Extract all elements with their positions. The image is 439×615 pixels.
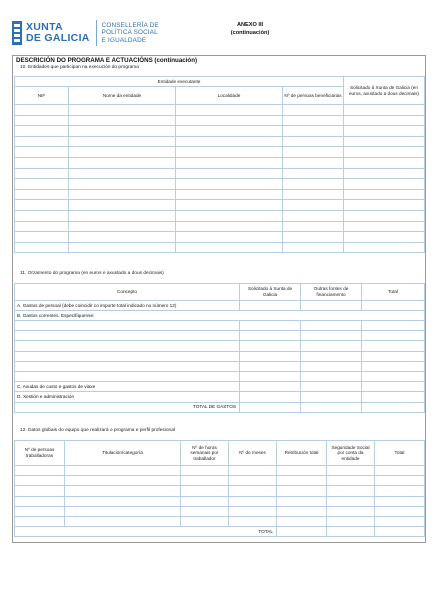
input-cell[interactable] xyxy=(301,331,362,341)
input-cell[interactable] xyxy=(277,466,327,476)
table-row xyxy=(15,189,425,200)
table-row xyxy=(15,506,425,516)
col-months: Nº de meses xyxy=(229,441,277,466)
input-cell[interactable] xyxy=(15,351,240,361)
section11-label: 11. Orzamento do programa (en euros e axustado a dous decimais) xyxy=(20,271,164,276)
row-total-expenses xyxy=(15,402,425,412)
table-row xyxy=(15,221,425,232)
xunta-logo xyxy=(12,20,159,46)
input-cell[interactable] xyxy=(65,506,181,516)
input-cell[interactable] xyxy=(69,232,176,243)
input-cell[interactable] xyxy=(15,136,69,147)
input-cell[interactable] xyxy=(375,466,425,476)
input-cell[interactable] xyxy=(69,147,176,158)
input-cell[interactable] xyxy=(283,157,344,168)
col-staff-count: Nº de persoas traballadoras xyxy=(15,441,65,466)
table-row xyxy=(15,179,425,190)
total-expenses-label: TOTAL DE GASTOS xyxy=(15,402,240,412)
team-table xyxy=(14,440,425,537)
table-row xyxy=(15,341,425,351)
table-row xyxy=(15,496,425,506)
input-cell[interactable] xyxy=(65,476,181,486)
input-cell[interactable] xyxy=(176,200,283,211)
input-cell[interactable] xyxy=(277,496,327,506)
input-cell[interactable] xyxy=(69,210,176,221)
input-cell[interactable] xyxy=(229,476,277,486)
input-cell[interactable] xyxy=(240,392,301,402)
input-cell[interactable] xyxy=(277,516,327,526)
department-name xyxy=(102,22,159,44)
input-cell[interactable] xyxy=(15,221,69,232)
table-row xyxy=(15,242,425,253)
annex-title: ANEXO III xyxy=(236,22,264,28)
input-cell[interactable] xyxy=(15,105,69,116)
input-cell[interactable] xyxy=(69,200,176,211)
input-cell[interactable] xyxy=(69,179,176,190)
logo-divider xyxy=(96,20,97,46)
row-administration xyxy=(15,392,425,402)
row-personnel-label: A. Gastos de persoal (debe coincidir co importe total indicado no número 12) xyxy=(15,301,240,311)
input-cell[interactable] xyxy=(277,506,327,516)
input-cell[interactable] xyxy=(15,200,69,211)
input-cell[interactable] xyxy=(344,179,425,190)
input-cell[interactable] xyxy=(176,105,283,116)
col-weekly-hours: Nº de horas semanais por traballador xyxy=(181,441,229,466)
input-cell[interactable] xyxy=(301,371,362,381)
input-cell[interactable] xyxy=(229,506,277,516)
input-cell[interactable] xyxy=(375,476,425,486)
input-cell[interactable] xyxy=(362,402,425,412)
input-cell[interactable] xyxy=(327,527,375,537)
input-cell[interactable] xyxy=(240,331,301,341)
input-cell[interactable] xyxy=(176,221,283,232)
input-cell[interactable] xyxy=(362,382,425,392)
input-cell[interactable] xyxy=(344,105,425,116)
col-team-total: Total xyxy=(375,441,425,466)
input-cell[interactable] xyxy=(344,232,425,243)
input-cell[interactable] xyxy=(327,476,375,486)
input-cell[interactable] xyxy=(176,242,283,253)
input-cell[interactable] xyxy=(301,341,362,351)
annex-heading xyxy=(220,22,280,37)
input-cell[interactable] xyxy=(344,221,425,232)
table-row xyxy=(15,516,425,526)
dept-line2: POLÍTICA SOCIAL xyxy=(101,29,158,37)
input-cell[interactable] xyxy=(229,496,277,506)
input-cell[interactable] xyxy=(229,516,277,526)
col-beneficiaries: Nº de persoas beneficiarias xyxy=(283,87,344,105)
section12-label: 12. Datos globais do equipo que realizará o programa e perfil profesional xyxy=(20,428,175,433)
input-cell[interactable] xyxy=(15,371,240,381)
col-qualification: Titulación/categoría xyxy=(65,441,181,466)
input-cell[interactable] xyxy=(375,516,425,526)
input-cell[interactable] xyxy=(69,157,176,168)
input-cell[interactable] xyxy=(65,466,181,476)
input-cell[interactable] xyxy=(181,466,229,476)
input-cell[interactable] xyxy=(181,506,229,516)
annex-subtitle: (continuación) xyxy=(230,29,270,36)
input-cell[interactable] xyxy=(283,242,344,253)
input-cell[interactable] xyxy=(176,136,283,147)
table-row xyxy=(15,232,425,243)
col-total-salary: Retribución total xyxy=(277,441,327,466)
col-other-funding: Outras fontes de financiamento xyxy=(301,284,362,301)
table-row xyxy=(15,331,425,341)
input-cell[interactable] xyxy=(240,301,301,311)
input-cell[interactable] xyxy=(301,321,362,331)
input-cell[interactable] xyxy=(15,189,69,200)
input-cell[interactable] xyxy=(283,115,344,126)
logo-line1: XUNTA xyxy=(26,21,63,33)
table-row xyxy=(15,168,425,179)
col-social-security: Seguridade Social por conta da entidade xyxy=(327,441,375,466)
logo-line2: DE GALICIA xyxy=(26,32,90,44)
input-cell[interactable] xyxy=(362,361,425,371)
input-cell[interactable] xyxy=(283,210,344,221)
col-entity-name: Nome da entidade xyxy=(69,87,176,105)
col-locality: Localidade xyxy=(176,87,283,105)
input-cell[interactable] xyxy=(229,466,277,476)
input-cell[interactable] xyxy=(344,168,425,179)
input-cell[interactable] xyxy=(240,371,301,381)
input-cell[interactable] xyxy=(69,242,176,253)
input-cell[interactable] xyxy=(176,147,283,158)
row-personnel xyxy=(15,301,425,311)
row-current-expenses-label: B. Gastos correntes. Especifíquense: xyxy=(15,311,425,321)
table-row xyxy=(15,476,425,486)
col-total: Total xyxy=(362,284,425,301)
table-row xyxy=(15,361,425,371)
input-cell[interactable] xyxy=(65,496,181,506)
xunta-crest-icon xyxy=(12,21,22,45)
input-cell[interactable] xyxy=(15,361,240,371)
table-row xyxy=(15,115,425,126)
input-cell[interactable] xyxy=(240,321,301,331)
input-cell[interactable] xyxy=(283,232,344,243)
input-cell[interactable] xyxy=(176,157,283,168)
input-cell[interactable] xyxy=(69,115,176,126)
section10-label: 10. Entidades que participan na execución do programa xyxy=(20,65,139,70)
input-cell[interactable] xyxy=(240,402,301,412)
col-requested-xunta: Solicitado á Xunta de Galicia xyxy=(240,284,301,301)
input-cell[interactable] xyxy=(240,382,301,392)
input-cell[interactable] xyxy=(181,496,229,506)
table-row xyxy=(15,105,425,116)
input-cell[interactable] xyxy=(181,486,229,496)
team-total-label: TOTAL xyxy=(15,527,277,537)
main-title: DESCRICIÓN DO PROGRAMA E ACTUACIÓNS (continuación) xyxy=(16,57,198,64)
row-administration-label: D. Xestión e administración xyxy=(15,392,240,402)
input-cell[interactable] xyxy=(15,115,69,126)
input-cell[interactable] xyxy=(375,506,425,516)
input-cell[interactable] xyxy=(15,210,69,221)
input-cell[interactable] xyxy=(176,189,283,200)
input-cell[interactable] xyxy=(15,321,240,331)
input-cell[interactable] xyxy=(15,242,69,253)
input-cell[interactable] xyxy=(15,157,69,168)
input-cell[interactable] xyxy=(362,371,425,381)
input-cell[interactable] xyxy=(283,221,344,232)
table-row xyxy=(15,210,425,221)
input-cell[interactable] xyxy=(15,476,65,486)
input-cell[interactable] xyxy=(69,189,176,200)
input-cell[interactable] xyxy=(283,168,344,179)
input-cell[interactable] xyxy=(15,496,65,506)
input-cell[interactable] xyxy=(181,516,229,526)
input-cell[interactable] xyxy=(327,516,375,526)
input-cell[interactable] xyxy=(344,157,425,168)
input-cell[interactable] xyxy=(15,466,65,476)
input-cell[interactable] xyxy=(15,516,65,526)
input-cell[interactable] xyxy=(240,341,301,351)
row-travel-expenses xyxy=(15,382,425,392)
table-row xyxy=(15,126,425,137)
input-cell[interactable] xyxy=(375,527,425,537)
input-cell[interactable] xyxy=(176,168,283,179)
input-cell[interactable] xyxy=(301,351,362,361)
input-cell[interactable] xyxy=(327,506,375,516)
input-cell[interactable] xyxy=(15,168,69,179)
input-cell[interactable] xyxy=(344,200,425,211)
input-cell[interactable] xyxy=(362,331,425,341)
dept-line1: CONSELLERÍA DE xyxy=(101,21,159,29)
input-cell[interactable] xyxy=(283,105,344,116)
input-cell[interactable] xyxy=(327,496,375,506)
input-cell[interactable] xyxy=(362,341,425,351)
row-current-expenses xyxy=(15,311,425,321)
input-cell[interactable] xyxy=(283,147,344,158)
input-cell[interactable] xyxy=(344,115,425,126)
input-cell[interactable] xyxy=(344,136,425,147)
row-team-total xyxy=(15,527,425,537)
input-cell[interactable] xyxy=(375,486,425,496)
table-row xyxy=(15,486,425,496)
input-cell[interactable] xyxy=(15,341,240,351)
input-cell[interactable] xyxy=(301,392,362,402)
input-cell[interactable] xyxy=(301,382,362,392)
dept-line3: E IGUALDADE xyxy=(101,36,147,44)
budget-table xyxy=(14,283,425,413)
input-cell[interactable] xyxy=(69,136,176,147)
input-cell[interactable] xyxy=(277,476,327,486)
table-row xyxy=(15,200,425,211)
input-cell[interactable] xyxy=(176,126,283,137)
input-cell[interactable] xyxy=(181,476,229,486)
input-cell[interactable] xyxy=(327,466,375,476)
input-cell[interactable] xyxy=(176,232,283,243)
input-cell[interactable] xyxy=(344,189,425,200)
input-cell[interactable] xyxy=(69,168,176,179)
logo-wordmark xyxy=(26,22,90,44)
input-cell[interactable] xyxy=(240,351,301,361)
input-cell[interactable] xyxy=(15,486,65,496)
col-concept: Concepto xyxy=(15,284,240,301)
input-cell[interactable] xyxy=(375,496,425,506)
input-cell[interactable] xyxy=(15,232,69,243)
table-row xyxy=(15,136,425,147)
input-cell[interactable] xyxy=(176,115,283,126)
input-cell[interactable] xyxy=(240,361,301,371)
table-row xyxy=(15,371,425,381)
input-cell[interactable] xyxy=(283,136,344,147)
input-cell[interactable] xyxy=(69,105,176,116)
table-row xyxy=(15,147,425,158)
input-cell[interactable] xyxy=(277,527,327,537)
input-cell[interactable] xyxy=(344,147,425,158)
table-row xyxy=(15,351,425,361)
input-cell[interactable] xyxy=(301,301,362,311)
table-row xyxy=(15,321,425,331)
input-cell[interactable] xyxy=(15,506,65,516)
input-cell[interactable] xyxy=(229,486,277,496)
input-cell[interactable] xyxy=(301,402,362,412)
input-cell[interactable] xyxy=(65,516,181,526)
input-cell[interactable] xyxy=(15,331,240,341)
input-cell[interactable] xyxy=(15,179,69,190)
input-cell[interactable] xyxy=(176,210,283,221)
input-cell[interactable] xyxy=(344,242,425,253)
input-cell[interactable] xyxy=(65,486,181,496)
input-cell[interactable] xyxy=(283,179,344,190)
input-cell[interactable] xyxy=(69,221,176,232)
input-cell[interactable] xyxy=(362,321,425,331)
input-cell[interactable] xyxy=(277,486,327,496)
input-cell[interactable] xyxy=(69,126,176,137)
entities-table xyxy=(14,76,425,253)
input-cell[interactable] xyxy=(344,210,425,221)
input-cell[interactable] xyxy=(362,351,425,361)
input-cell[interactable] xyxy=(176,179,283,190)
input-cell[interactable] xyxy=(344,126,425,137)
table-row xyxy=(15,157,425,168)
input-cell[interactable] xyxy=(15,126,69,137)
col-nif: NIF xyxy=(15,87,69,105)
input-cell[interactable] xyxy=(283,126,344,137)
input-cell[interactable] xyxy=(362,392,425,402)
col-requested: Solicitado á Xunta de Galicia (en euros, axustado a dous decimais) xyxy=(344,77,425,105)
input-cell[interactable] xyxy=(283,189,344,200)
table-row xyxy=(15,466,425,476)
input-cell[interactable] xyxy=(301,361,362,371)
group-header-executing-entity: Entidade executante xyxy=(15,77,344,87)
row-travel-expenses-label: C. Axudas de custo e gastos de viaxe xyxy=(15,382,240,392)
input-cell[interactable] xyxy=(327,486,375,496)
input-cell[interactable] xyxy=(283,200,344,211)
input-cell[interactable] xyxy=(15,147,69,158)
input-cell[interactable] xyxy=(362,301,425,311)
